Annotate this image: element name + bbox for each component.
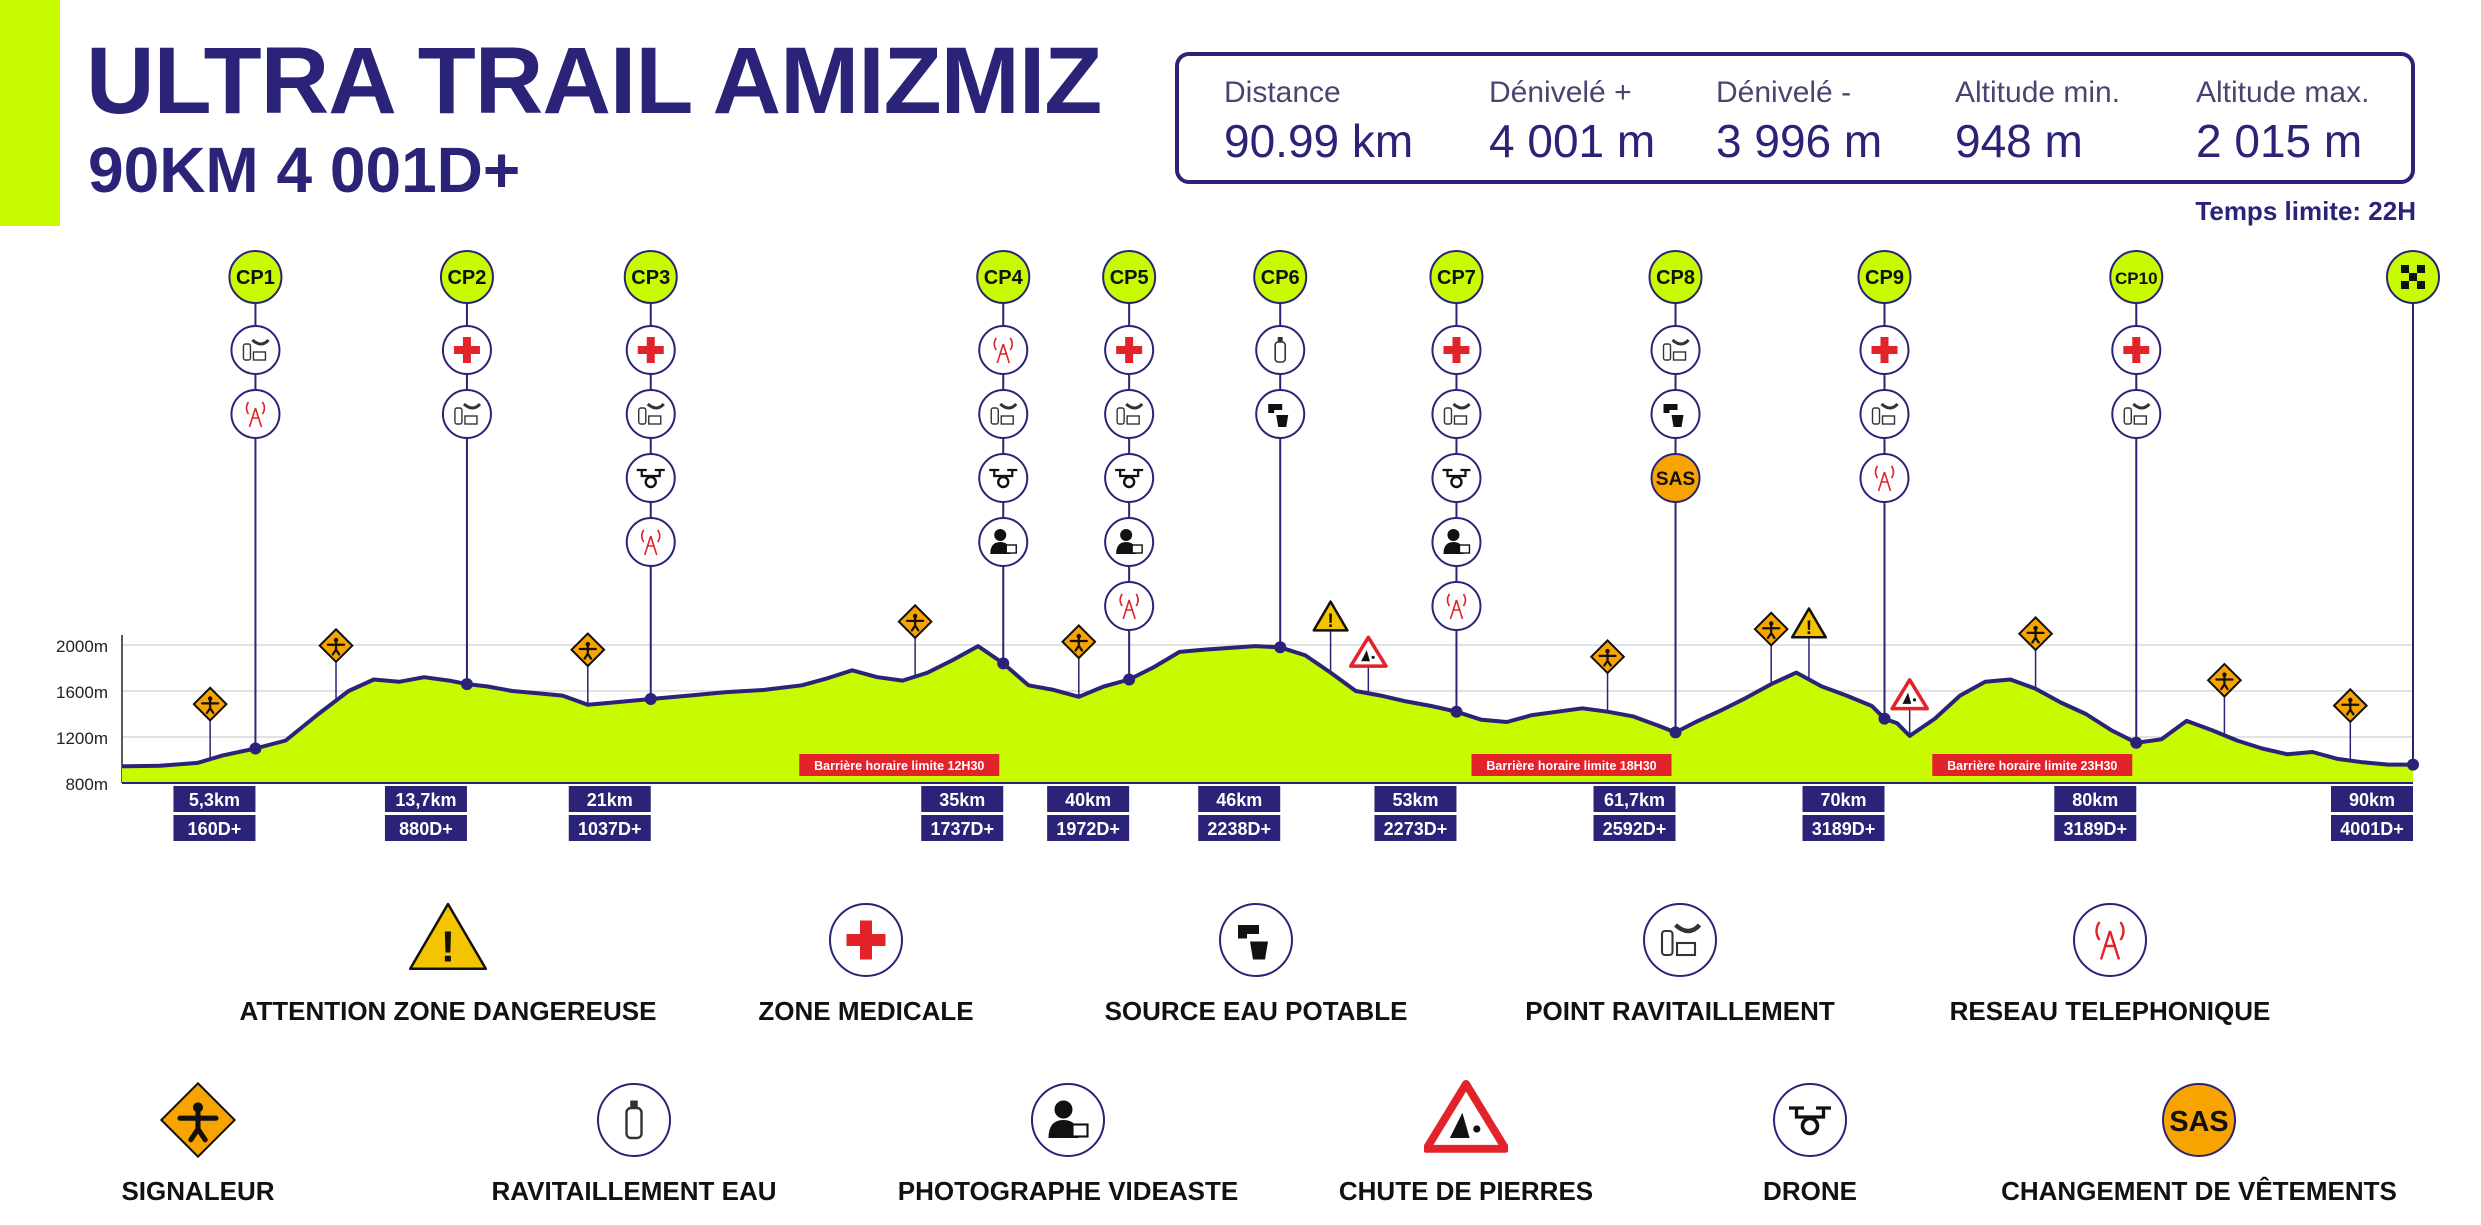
checkpoint-label: CP1 — [235, 267, 275, 289]
photo-icon — [1026, 1078, 1110, 1162]
legend-label: CHUTE DE PIERRES — [1338, 1176, 1594, 1206]
reseau-circle — [231, 390, 279, 438]
distance-text: 61,7km — [1603, 790, 1666, 810]
legend-item-reseau — [1900, 898, 2320, 1027]
ravito-circle — [627, 390, 675, 438]
y-tick-label: 1200m — [56, 729, 108, 748]
ravito-circle — [1652, 326, 1700, 374]
stat-label: Altitude min. — [1955, 76, 2121, 109]
eau-cap — [1278, 337, 1283, 342]
photo-circle — [1105, 518, 1153, 566]
time-limit: Temps limite: 22H — [2195, 196, 2416, 226]
distance-text: 90km — [2348, 790, 2396, 810]
legend-item-photo — [858, 1078, 1278, 1207]
chute-shape — [1426, 1084, 1505, 1149]
distance-label — [2331, 786, 2413, 841]
ravito-bottle — [1444, 408, 1451, 424]
checkpoint-dot — [1274, 641, 1286, 653]
drone-camera — [1124, 477, 1134, 487]
dplus-text: 880D+ — [399, 819, 453, 839]
checkpoint-7 — [1430, 251, 1482, 718]
reseau-icon — [1861, 454, 1909, 502]
checkpoint-dot — [997, 657, 1009, 669]
legend-item-source — [1046, 898, 1466, 1027]
medical-icon — [2112, 326, 2160, 374]
barrier-text: Barrière horaire limite 23H30 — [1947, 759, 2118, 773]
signaleur-marker — [194, 688, 227, 759]
source-circle — [1256, 390, 1304, 438]
dplus-text: 2273D+ — [1383, 819, 1448, 839]
checkpoint-dot — [1879, 713, 1891, 725]
signaleur-marker — [1755, 613, 1788, 684]
source-circle — [1652, 390, 1700, 438]
checkpoint-dot — [2407, 759, 2419, 771]
eau-cap — [630, 1101, 638, 1109]
ravito-bottle — [243, 344, 250, 360]
stat-value: 90.99 km — [1224, 115, 1414, 167]
reseau-icon — [1432, 582, 1480, 630]
danger-marker — [1792, 609, 1826, 680]
eau-bottle — [627, 1108, 642, 1138]
checkpoint-label: CP3 — [631, 267, 671, 289]
flag-square — [2401, 265, 2409, 273]
drone-icon — [979, 454, 1027, 502]
source-icon — [1652, 390, 1700, 438]
source-glass — [1276, 415, 1288, 427]
drone-icon — [627, 454, 675, 502]
ravito-icon — [627, 390, 675, 438]
chute-icon — [1351, 637, 1386, 666]
distance-label — [1374, 786, 1456, 841]
ravito-bottle — [455, 408, 462, 424]
checkpoint-dot — [461, 678, 473, 690]
legend-label: SIGNALEUR — [121, 1176, 275, 1206]
drone-camera — [998, 477, 1008, 487]
flag-square — [2401, 281, 2409, 289]
checkpoint-4 — [977, 251, 1029, 669]
dplus-text: 2238D+ — [1207, 819, 1271, 839]
reseau-circle — [2074, 904, 2146, 976]
chute-shape — [1351, 637, 1386, 666]
source-glass — [1672, 415, 1684, 427]
medical-icon — [443, 326, 491, 374]
danger-icon — [1792, 609, 1826, 640]
legend-label: RESEAU TELEPHONIQUE — [1949, 996, 2271, 1026]
checkpoint-2 — [441, 251, 493, 690]
y-tick-label: 800m — [65, 775, 108, 794]
ravito-icon — [2112, 390, 2160, 438]
chute-shape — [1892, 680, 1927, 709]
dplus-text: 1737D+ — [930, 819, 995, 839]
distance-label — [569, 786, 651, 841]
medical-icon — [1105, 326, 1153, 374]
distance-label — [173, 786, 255, 841]
checkpoint-label: CP9 — [1865, 267, 1904, 289]
y-tick-label: 1600m — [56, 683, 108, 702]
checkpoint-3 — [625, 251, 677, 705]
reseau-circle — [1861, 454, 1909, 502]
photo-head — [1447, 529, 1459, 541]
source-circle — [1220, 904, 1292, 976]
legend-label: DRONE — [1763, 1176, 1857, 1206]
flag-square — [2417, 281, 2425, 289]
sas-text: SAS — [2169, 1105, 2229, 1138]
drone-icon — [1105, 454, 1153, 502]
ravito-icon — [1638, 898, 1722, 982]
reseau-icon — [2068, 898, 2152, 982]
ravito-circle — [1861, 390, 1909, 438]
distance-text: 53km — [1392, 790, 1439, 810]
distance-label — [2054, 786, 2136, 841]
checkpoint-label: CP4 — [983, 267, 1023, 289]
stat-label: Altitude max. — [2196, 76, 2370, 109]
ravito-icon — [443, 390, 491, 438]
checkpoint-dot — [2130, 737, 2142, 749]
checkpoint-6 — [1254, 251, 1306, 653]
photo-circle — [1432, 518, 1480, 566]
flag-square — [2409, 273, 2417, 281]
checkpoint-label: CP2 — [447, 267, 487, 289]
danger-glyph: ! — [440, 923, 456, 972]
medical-icon — [627, 326, 675, 374]
signaleur-marker — [572, 634, 605, 705]
distance-label — [1594, 786, 1676, 841]
drone-camera — [1803, 1119, 1818, 1134]
signaleur-marker — [1062, 625, 1095, 696]
chute-stone — [1913, 698, 1916, 701]
ravito-circle — [231, 326, 279, 374]
ravito-circle — [979, 390, 1027, 438]
photo-camera — [1073, 1125, 1088, 1137]
ravito-icon — [1105, 390, 1153, 438]
ravito-icon — [231, 326, 279, 374]
signaleur-icon — [572, 634, 605, 667]
legend-item-sas — [1989, 1078, 2409, 1207]
signaleur-icon — [1062, 625, 1095, 658]
checkpoint-label: CP8 — [1656, 267, 1695, 289]
chute-stone — [1473, 1125, 1480, 1132]
photo-circle — [1032, 1084, 1104, 1156]
barrier-label — [799, 754, 999, 776]
legend-item-drone — [1600, 1078, 2020, 1207]
distance-text: 70km — [1820, 790, 1867, 810]
drone-icon — [1768, 1078, 1852, 1162]
dplus-text: 1037D+ — [577, 819, 642, 839]
stat-value: 948 m — [1955, 115, 2083, 167]
stat-label: Dénivelé - — [1716, 76, 1852, 109]
stat-value: 4 001 m — [1489, 115, 1656, 167]
distance-label — [1198, 786, 1280, 841]
barrier-text: Barrière horaire limite 12H30 — [814, 759, 985, 773]
checkpoint-label: CP10 — [2115, 269, 2158, 288]
signaleur-marker — [899, 605, 932, 676]
source-glass — [1250, 942, 1268, 960]
distance-text: 21km — [586, 790, 633, 810]
ravito-icon — [1652, 326, 1700, 374]
sas-icon — [2157, 1078, 2241, 1162]
ravito-icon — [1432, 390, 1480, 438]
y-tick-label: 2000m — [56, 637, 108, 656]
legend-item-signaleur — [0, 1078, 408, 1207]
signaleur-icon — [899, 605, 932, 638]
distance-label — [385, 786, 467, 841]
checkpoint-11 — [2387, 251, 2439, 771]
source-icon — [1256, 390, 1304, 438]
signaleur-marker — [2208, 664, 2241, 735]
legend-label: POINT RAVITAILLEMENT — [1525, 996, 1835, 1026]
ravito-circle — [1432, 390, 1480, 438]
legend-item-eau — [424, 1078, 844, 1207]
danger-icon — [1314, 602, 1348, 633]
danger-marker — [1314, 602, 1348, 673]
legend-label: PHOTOGRAPHE VIDEASTE — [897, 1176, 1239, 1206]
stat-value: 2 015 m — [2196, 115, 2363, 167]
reseau-icon — [979, 326, 1027, 374]
checkpoint-5 — [1103, 251, 1155, 686]
stat-value: 3 996 m — [1716, 115, 1883, 167]
checkpoint-dot — [1670, 726, 1682, 738]
legend-label: SOURCE EAU POTABLE — [1104, 996, 1408, 1026]
reseau-circle — [979, 326, 1027, 374]
checkpoint-10 — [2110, 251, 2162, 749]
legend-item-medical — [656, 898, 1076, 1027]
reseau-icon — [627, 518, 675, 566]
eau-bottle — [1275, 342, 1285, 362]
photo-camera — [1459, 545, 1469, 553]
ravito-bottle — [1117, 408, 1124, 424]
photo-head — [1055, 1101, 1073, 1119]
eau-icon — [1256, 326, 1304, 374]
drone-icon — [1432, 454, 1480, 502]
photo-head — [1120, 529, 1132, 541]
photo-camera — [1006, 545, 1016, 553]
danger-glyph: ! — [1327, 611, 1334, 633]
barrier-text: Barrière horaire limite 18H30 — [1486, 759, 1657, 773]
dplus-text: 160D+ — [187, 819, 242, 839]
chute-icon — [1892, 680, 1927, 709]
sas-icon — [1652, 454, 1700, 502]
photo-icon — [1432, 518, 1480, 566]
reseau-circle — [627, 518, 675, 566]
flag-square — [2417, 265, 2425, 273]
reseau-icon — [231, 390, 279, 438]
distance-text: 80km — [2072, 790, 2119, 810]
medical-icon — [824, 898, 908, 982]
signaleur-marker — [2334, 689, 2367, 760]
medical-icon — [1861, 326, 1909, 374]
distance-text: 40km — [1065, 790, 1112, 810]
photo-circle — [979, 518, 1027, 566]
chute-stone — [1372, 656, 1375, 659]
signaleur-icon — [320, 629, 353, 662]
ravito-bottle — [991, 408, 998, 424]
signaleur-marker — [1591, 640, 1624, 711]
medical-icon — [1432, 326, 1480, 374]
chute-icon — [1424, 1078, 1508, 1162]
eau-icon — [592, 1078, 676, 1162]
legend-label: ATTENTION ZONE DANGEREUSE — [239, 996, 657, 1026]
photo-head — [994, 529, 1006, 541]
signaleur-icon — [1755, 613, 1788, 646]
checkpoint-label: CP6 — [1260, 267, 1300, 289]
sas-text: SAS — [1655, 469, 1696, 491]
legend-item-danger — [238, 898, 658, 1027]
checkpoint-1 — [229, 251, 281, 755]
signaleur-icon — [156, 1078, 240, 1162]
signaleur-icon — [194, 688, 227, 721]
danger-glyph: ! — [1805, 618, 1813, 640]
ravito-bottle — [1662, 931, 1673, 955]
checkpoint-dot — [249, 743, 261, 755]
stat-label: Distance — [1224, 76, 1341, 109]
ravito-icon — [1861, 390, 1909, 438]
checkpoint-label: CP5 — [1109, 267, 1149, 289]
checkpoint-9 — [1859, 251, 1911, 725]
photo-icon — [1105, 518, 1153, 566]
distance-text: 5,3km — [188, 790, 240, 810]
distance-text: 13,7km — [395, 790, 457, 810]
danger-icon — [406, 898, 490, 982]
distance-text: 46km — [1216, 790, 1263, 810]
stat-label: Dénivelé + — [1489, 76, 1632, 109]
checkpoint-dot — [645, 693, 657, 705]
ravito-circle — [1644, 904, 1716, 976]
ravito-circle — [443, 390, 491, 438]
reseau-icon — [1105, 582, 1153, 630]
ravito-icon — [979, 390, 1027, 438]
legend-item-ravito — [1470, 898, 1890, 1027]
page-subtitle: 90KM 4 001D+ — [88, 134, 521, 206]
dplus-text: 3189D+ — [1811, 819, 1876, 839]
ravito-circle — [2112, 390, 2160, 438]
source-icon — [1214, 898, 1298, 982]
checkpoint-8 — [1650, 251, 1702, 738]
photo-icon — [979, 518, 1027, 566]
ravito-bottle — [1873, 408, 1880, 424]
checkpoint-dot — [1450, 706, 1462, 718]
checkpoint-dot — [1123, 674, 1135, 686]
distance-label — [1047, 786, 1129, 841]
ravito-bottle — [2124, 408, 2131, 424]
dplus-text: 3189D+ — [2063, 819, 2128, 839]
page-title: ULTRA TRAIL AMIZMIZ — [86, 28, 1102, 134]
ravito-circle — [1105, 390, 1153, 438]
ravito-bottle — [1664, 344, 1671, 360]
drone-camera — [646, 477, 656, 487]
barrier-label — [1932, 754, 2132, 776]
drone-camera — [1451, 477, 1461, 487]
reseau-circle — [1105, 582, 1153, 630]
photo-camera — [1132, 545, 1142, 553]
signaleur-marker — [2019, 617, 2052, 688]
checkpoint-label: CP7 — [1437, 267, 1476, 289]
legend-label: ZONE MEDICALE — [758, 996, 974, 1026]
signaleur-icon — [2334, 689, 2367, 722]
distance-text: 35km — [939, 790, 986, 810]
dplus-text: 2592D+ — [1602, 819, 1667, 839]
dplus-text: 1972D+ — [1056, 819, 1120, 839]
dplus-text: 4001D+ — [2340, 819, 2404, 839]
ravito-bottle — [639, 408, 646, 424]
barrier-label — [1472, 754, 1672, 776]
distance-label — [921, 786, 1003, 841]
legend-label: RAVITAILLEMENT EAU — [491, 1176, 777, 1206]
legend-label: CHANGEMENT DE VÊTEMENTS — [2001, 1176, 2397, 1206]
reseau-circle — [1432, 582, 1480, 630]
distance-label — [1803, 786, 1885, 841]
